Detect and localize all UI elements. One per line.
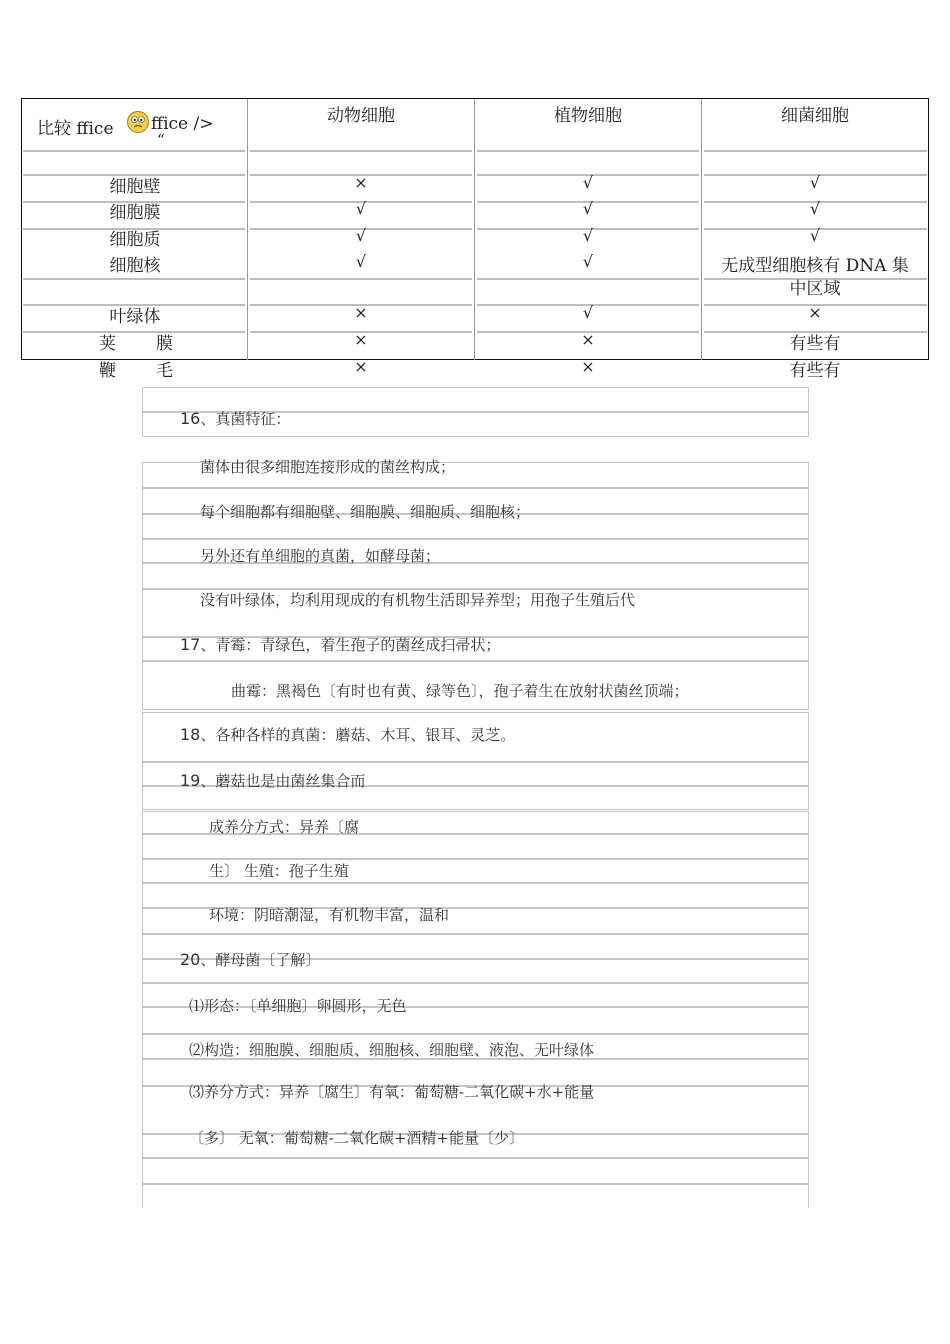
section-18-heading: 18、各种各样的真菌：蘑菇、木耳、银耳、灵芝。 [180, 725, 516, 744]
section-20-line-2: ⑵构造：细胞膜、细胞质、细胞核、细胞壁、液泡、无叶绿体 [189, 1041, 595, 1059]
section-16-line-1: 菌体由很多细胞连接形成的菌丝构成； [200, 458, 456, 476]
section-16-line-3: 另外还有单细胞的真菌，如酵母菌； [200, 547, 441, 565]
row-label: 荚 [99, 334, 116, 354]
column-header-animal: 动物细胞 [327, 106, 395, 126]
cell-plant: × [581, 330, 595, 349]
row-label: 细胞核 [109, 256, 161, 276]
cell-animal: × [354, 330, 368, 349]
cell-bacteria: 有些有 [789, 334, 841, 354]
cell-animal: √ [355, 199, 367, 218]
section-17-line-1: 曲霉：黑褐色〔有时也有黄、绿等色〕，孢子着生在放射状菌丝顶端； [231, 682, 689, 700]
cell-animal: × [354, 357, 368, 376]
cell-bacteria: 有些有 [789, 361, 841, 381]
row-label: 细胞膜 [109, 203, 161, 223]
row-label: 叶绿体 [109, 307, 161, 327]
cell-animal: × [354, 303, 368, 322]
table-header-label: 比较 ffice [37, 119, 114, 139]
cell-animal: × [354, 173, 368, 192]
cell-bacteria: √ [809, 173, 821, 192]
section-20-line-3: ⑶养分方式：异养〔腐生〕有氧：葡萄糖-二氧化碳+水+能量 [189, 1083, 595, 1101]
cell-animal: √ [355, 252, 367, 271]
section-19-line-3: 环境：阴暗潮湿，有机物丰富，温和 [209, 906, 450, 924]
column-header-bacteria: 细菌细胞 [781, 106, 849, 126]
cell-plant: √ [582, 173, 594, 192]
cell-plant: √ [582, 303, 594, 322]
section-19-line-1: 成养分方式：异养〔腐 [209, 818, 360, 836]
section-20-line-1: ⑴形态：〔单细胞〕卵圆形，无色 [189, 997, 407, 1015]
row-label-2: 毛 [156, 361, 173, 381]
cell-bacteria: 无成型细胞核有 DNA 集 [721, 256, 909, 276]
section-16-line-4: 没有叶绿体，均利用现成的有机物生活即异养型；用孢子生殖后代 [200, 591, 636, 609]
row-label: 细胞质 [109, 230, 161, 250]
cell-animal: √ [355, 226, 367, 245]
cell-bacteria: √ [809, 199, 821, 218]
section-19-line-2: 生〕 生殖：孢子生殖 [209, 862, 349, 880]
emoticon-icon [126, 109, 150, 135]
row-label-2: 膜 [156, 334, 173, 354]
cell-plant: √ [582, 199, 594, 218]
section-16-line-2: 每个细胞都有细胞壁、细胞膜、细胞质、细胞核； [200, 503, 531, 521]
section-20-heading: 20、酵母菌〔了解〕 [180, 950, 321, 969]
section-20-line-4: 〔多〕 无氧：葡萄糖-二氧化碳+酒精+能量〔少〕 [189, 1129, 524, 1147]
cell-plant: × [581, 357, 595, 376]
cell-plant: √ [582, 252, 594, 271]
cell-bacteria-line2: 中区域 [789, 279, 841, 299]
column-header-plant: 植物细胞 [554, 106, 622, 126]
cell-plant: √ [582, 226, 594, 245]
row-label: 细胞壁 [109, 177, 161, 197]
section-17-heading: 17、青霉：青绿色，着生孢子的菌丝成扫帚状； [180, 635, 501, 654]
table-header-mark: “ [157, 131, 165, 149]
section-16-heading: 16、真菌特征： [180, 409, 291, 428]
table-header-label-tail: ffice /> [151, 114, 214, 134]
cell-bacteria: × [808, 303, 822, 322]
row-label: 鞭 [99, 361, 116, 381]
cell-bacteria: √ [809, 226, 821, 245]
section-19-heading: 19、蘑菇也是由菌丝集合而 [180, 771, 366, 790]
